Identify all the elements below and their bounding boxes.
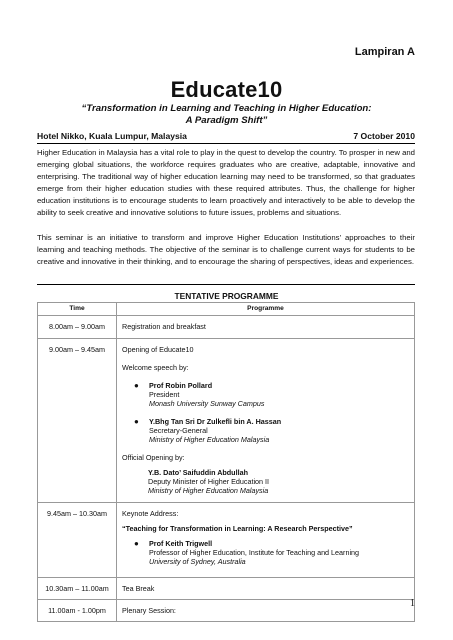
programme-cell xyxy=(117,339,415,503)
programme-cell: Tea Break xyxy=(117,578,415,600)
official-opening-label: Official Opening by: xyxy=(122,453,185,462)
document-title: Educate10 xyxy=(170,77,283,102)
subtitle-line-2: A Paradigm Shift” xyxy=(185,115,268,126)
bullet-icon: ● xyxy=(134,539,139,548)
official-role: Deputy Minister of Higher Education II xyxy=(148,477,270,486)
programme-table xyxy=(37,302,415,622)
time-cell: 11.00am - 1.00pm xyxy=(38,600,117,622)
speaker-name: Prof Keith Trigwell xyxy=(149,539,213,548)
objective-paragraph: This seminar is an initiative to transform and improve Higher Education Institutions’ approaches to their learning and teaching methods. The objective of the seminar is to challenge current ways for students to be creative and innovative in their thinking, and to encourage the sharing of perspectives, ideas and experiences. xyxy=(37,233,415,267)
appendix-label: Lampiran A xyxy=(354,46,415,58)
programme-cell: Plenary Session: xyxy=(117,600,415,622)
programme-cell: Registration and breakfast xyxy=(117,316,415,339)
table-row xyxy=(38,316,415,339)
time-cell: 9.00am – 9.45am xyxy=(38,339,117,503)
programme-item: Keynote Address: xyxy=(122,509,179,518)
table-row xyxy=(38,339,415,503)
bullet-icon: ● xyxy=(134,381,139,390)
subtitle-line-1: “Transformation in Learning and Teaching in Higher Education: xyxy=(81,103,372,114)
speaker-entry xyxy=(122,539,410,566)
keynote-title: “Teaching for Transformation in Learning: A Research Perspective” xyxy=(122,524,353,533)
column-header-time: Time xyxy=(38,303,117,316)
table-row xyxy=(38,600,415,622)
time-cell: 10.30am – 11.00am xyxy=(38,578,117,600)
section-divider xyxy=(37,284,415,285)
speaker-entry xyxy=(122,417,410,444)
time-cell: 9.45am – 10.30am xyxy=(38,503,117,578)
event-date: 7 October 2010 xyxy=(353,131,415,141)
programme-heading: TENTATIVE PROGRAMME xyxy=(174,291,279,301)
column-header-programme: Programme xyxy=(117,303,415,316)
speaker-role: Secretary-General xyxy=(149,426,208,435)
venue-date-row xyxy=(37,131,415,144)
programme-cell xyxy=(117,503,415,578)
table-row xyxy=(38,578,415,600)
venue: Hotel Nikko, Kuala Lumpur, Malaysia xyxy=(37,131,187,141)
official-name: Y.B. Dato’ Saifuddin Abdullah xyxy=(148,468,248,477)
speaker-name: Prof Robin Pollard xyxy=(149,381,213,390)
official-organisation: Ministry of Higher Education Malaysia xyxy=(148,486,269,495)
table-header-row xyxy=(38,303,415,316)
programme-item: Opening of Educate10 xyxy=(122,345,194,354)
speaker-organisation: Ministry of Higher Education Malaysia xyxy=(149,435,270,444)
speaker-organisation: Monash University Sunway Campus xyxy=(149,399,265,408)
document-subtitle xyxy=(0,103,453,127)
intro-paragraph: Higher Education in Malaysia has a vital role to play in the quest to develop the country. To prosper in new and emerging global situations, the workforce requires graduates who are creative, adaptable, innovative and enterprising. The traditional way of higher education learning may need to be transformed, so that graduates emerge from their higher education studies with these required attributes. Thus, the challenge for higher education institutions is to encourage students to learn proactively and interactively to be able to develop the ability to seek creative and innovative solutions to future issues, problems and situations. xyxy=(37,148,415,218)
speaker-organisation: University of Sydney, Australia xyxy=(149,557,246,566)
table-row xyxy=(38,503,415,578)
bullet-icon: ● xyxy=(134,417,139,426)
welcome-label: Welcome speech by: xyxy=(122,363,189,372)
time-cell: 8.00am – 9.00am xyxy=(38,316,117,339)
speaker-entry xyxy=(122,381,410,408)
speaker-name: Y.Bhg Tan Sri Dr Zulkefli bin A. Hassan xyxy=(149,417,282,426)
speaker-role: Professor of Higher Education, Institute for Teaching and Learning xyxy=(149,548,360,557)
speaker-role: President xyxy=(149,390,180,399)
page-number: 1 xyxy=(410,598,415,609)
official-entry xyxy=(122,468,410,495)
